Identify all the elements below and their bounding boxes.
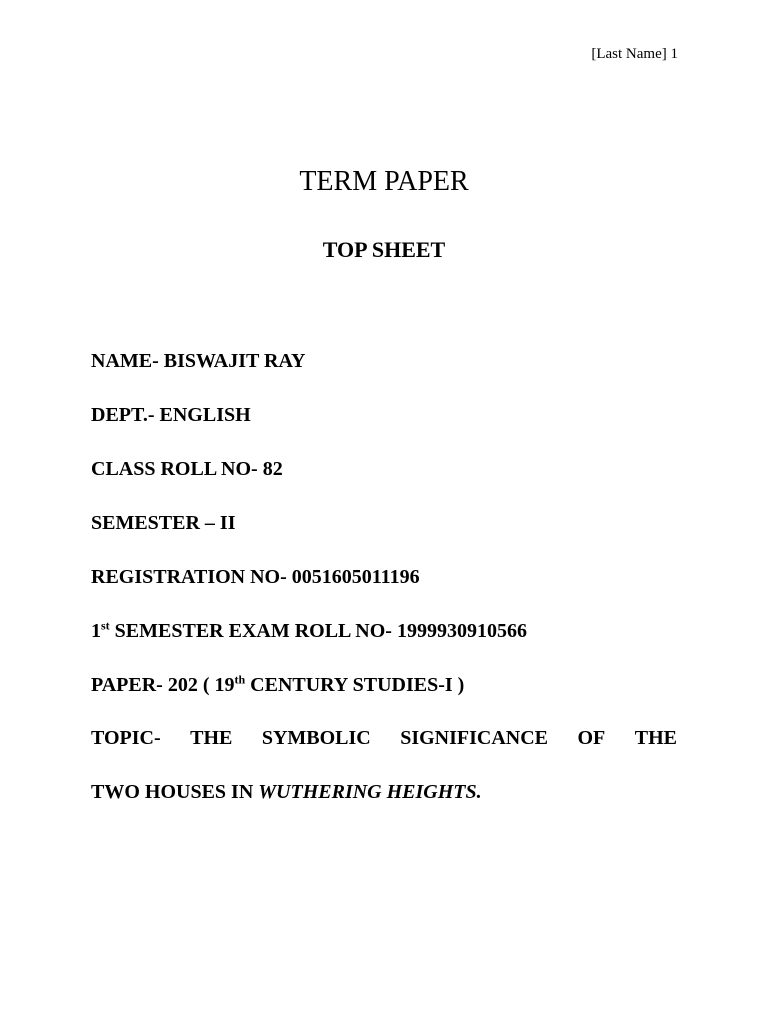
paper-text-before: PAPER- 202 ( 19: [91, 674, 235, 696]
name-line: NAME- BISWAJIT RAY: [91, 350, 306, 372]
topic-word: TOPIC-: [91, 727, 161, 749]
exam-roll-number: 1: [91, 620, 101, 642]
topic-word: THE: [190, 727, 233, 749]
paper-line: [91, 674, 677, 697]
topic-word: SIGNIFICANCE: [400, 727, 549, 749]
topic-line-1: [91, 727, 677, 750]
topic-line-2: [91, 781, 677, 804]
topic-word: SYMBOLIC: [261, 727, 371, 749]
page-subtitle: TOP SHEET: [322, 237, 446, 262]
exam-roll-superscript: st: [101, 618, 110, 633]
dept-line: DEPT.- ENGLISH: [91, 404, 251, 426]
paper-text-after: CENTURY STUDIES-I ): [245, 674, 465, 696]
topic-word: THE: [634, 727, 677, 749]
registration-line: REGISTRATION NO- 0051605011196: [91, 566, 420, 588]
running-head: [Last Name] 1: [591, 46, 678, 62]
paper-superscript: th: [234, 672, 246, 687]
class-roll-line: CLASS ROLL NO- 82: [91, 458, 283, 480]
semester-line: SEMESTER – II: [91, 512, 236, 534]
topic-book-title: WUTHERING HEIGHTS.: [258, 781, 482, 803]
topic-line-2-plain: TWO HOUSES IN: [91, 781, 259, 803]
topic-word: OF: [577, 727, 606, 749]
page-title: TERM PAPER: [299, 166, 469, 197]
exam-roll-text: SEMESTER EXAM ROLL NO- 1999930910566: [109, 620, 527, 642]
exam-roll-line: [91, 620, 677, 643]
